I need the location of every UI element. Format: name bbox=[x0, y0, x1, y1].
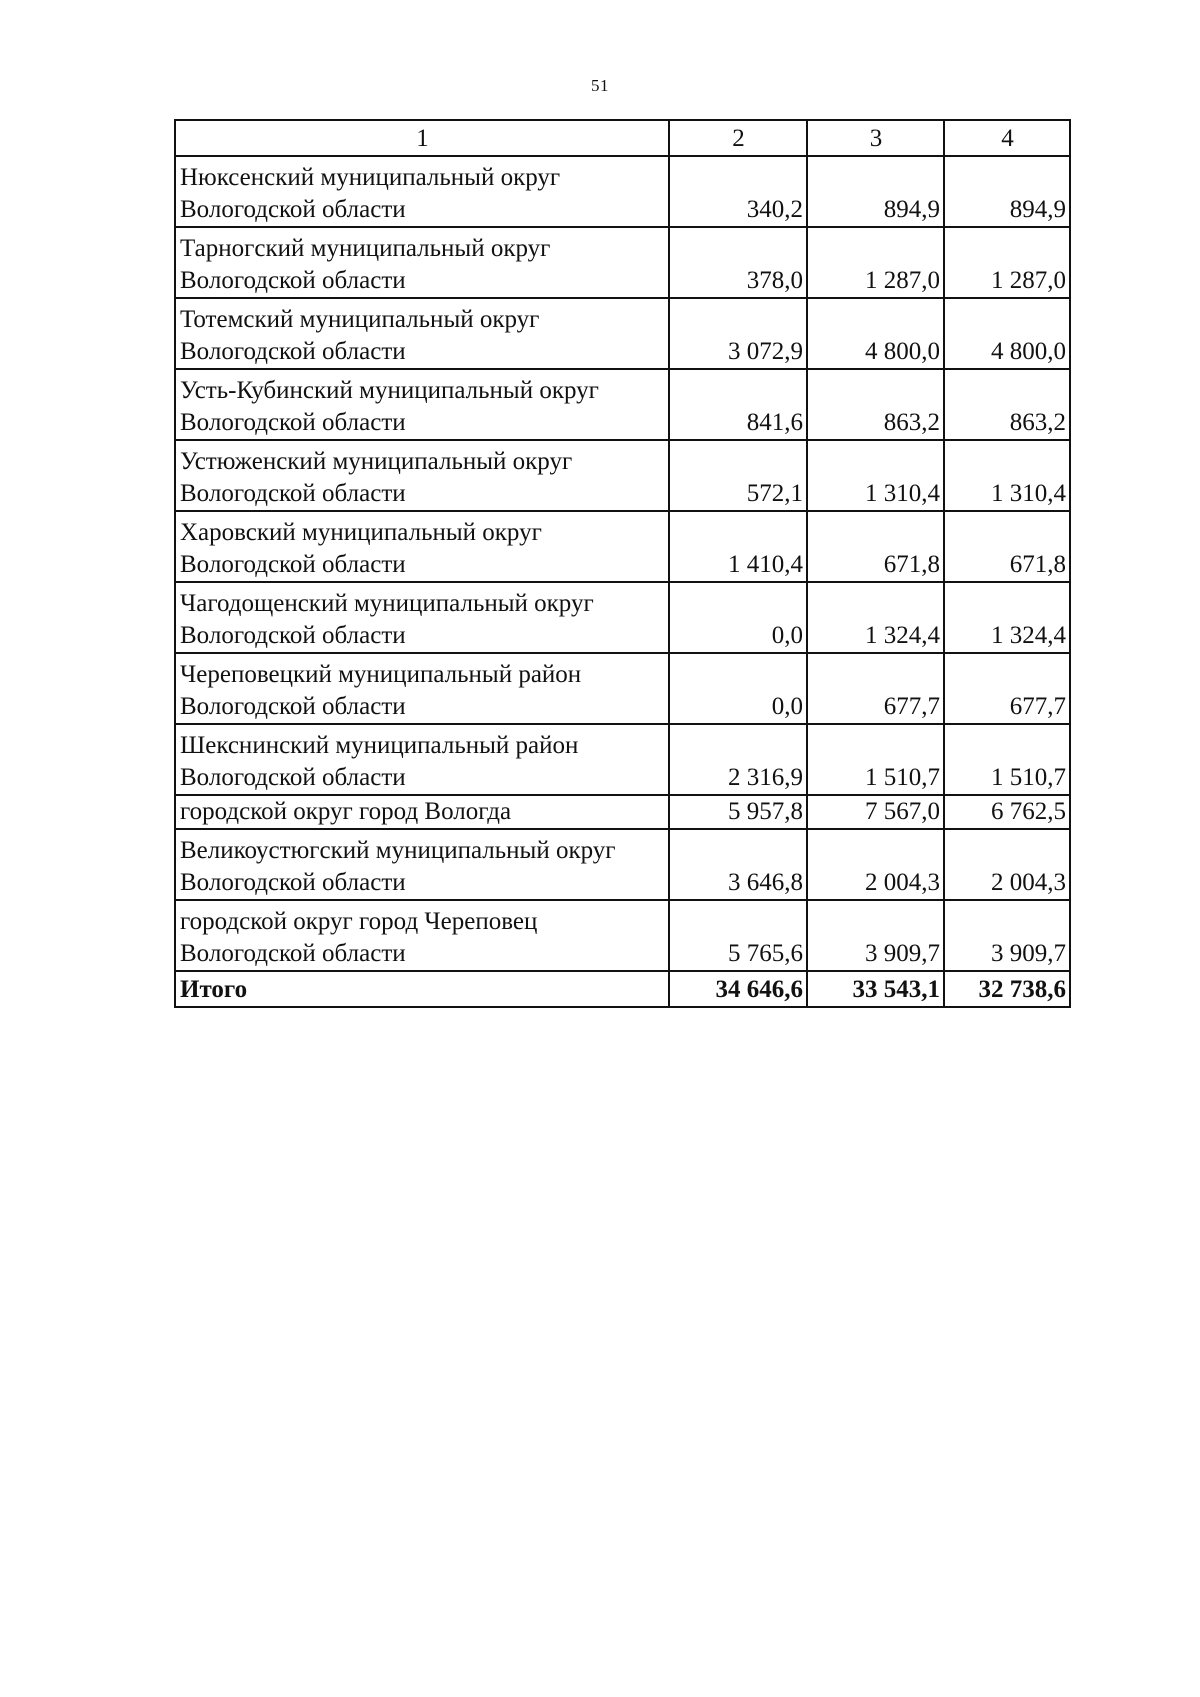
municipality-name bbox=[175, 653, 669, 724]
value-cell: 2 004,3 bbox=[944, 829, 1070, 900]
value-cell: 4 800,0 bbox=[807, 298, 944, 369]
municipality-name bbox=[175, 227, 669, 298]
table-row bbox=[175, 795, 1070, 829]
value-cell: 1 510,7 bbox=[807, 724, 944, 795]
value-cell: 3 909,7 bbox=[944, 900, 1070, 971]
value-cell: 1 287,0 bbox=[807, 227, 944, 298]
municipality-name bbox=[175, 900, 669, 971]
table-row bbox=[175, 440, 1070, 511]
value-cell: 677,7 bbox=[944, 653, 1070, 724]
table-row bbox=[175, 156, 1070, 227]
table-row bbox=[175, 653, 1070, 724]
table-row bbox=[175, 227, 1070, 298]
table-row bbox=[175, 724, 1070, 795]
name-line: Шекснинский муниципальный район bbox=[180, 732, 579, 759]
name-line: Тотемский муниципальный округ bbox=[180, 306, 540, 333]
name-line: Усть-Кубинский муниципальный округ bbox=[180, 377, 599, 404]
municipality-name bbox=[175, 724, 669, 795]
value-cell: 671,8 bbox=[944, 511, 1070, 582]
table-row bbox=[175, 582, 1070, 653]
total-label: Итого bbox=[175, 971, 669, 1007]
municipality-name bbox=[175, 369, 669, 440]
total-value: 33 543,1 bbox=[807, 971, 944, 1007]
value-cell: 572,1 bbox=[669, 440, 807, 511]
value-cell: 0,0 bbox=[669, 653, 807, 724]
table-header-row bbox=[175, 120, 1070, 156]
value-cell: 3 646,8 bbox=[669, 829, 807, 900]
value-cell: 863,2 bbox=[807, 369, 944, 440]
name-line: Вологодской области bbox=[180, 551, 406, 578]
value-cell: 1 324,4 bbox=[807, 582, 944, 653]
value-cell: 378,0 bbox=[669, 227, 807, 298]
name-line: Вологодской области bbox=[180, 338, 406, 365]
total-row bbox=[175, 971, 1070, 1007]
budget-table bbox=[174, 119, 1071, 1008]
table-row bbox=[175, 369, 1070, 440]
name-line: Вологодской области bbox=[180, 764, 406, 791]
name-line: Тарногский муниципальный округ bbox=[180, 235, 551, 262]
name-line: Чагодощенский муниципальный округ bbox=[180, 590, 594, 617]
name-line: Вологодской области bbox=[180, 480, 406, 507]
column-header: 4 bbox=[944, 120, 1070, 156]
name-line: Вологодской области bbox=[180, 693, 406, 720]
value-cell: 1 310,4 bbox=[807, 440, 944, 511]
value-cell: 3 909,7 bbox=[807, 900, 944, 971]
table-row bbox=[175, 298, 1070, 369]
name-line: Харовский муниципальный округ bbox=[180, 519, 542, 546]
value-cell: 6 762,5 bbox=[944, 795, 1070, 829]
municipality-name bbox=[175, 582, 669, 653]
value-cell: 7 567,0 bbox=[807, 795, 944, 829]
name-line: Вологодской области bbox=[180, 622, 406, 649]
table-row bbox=[175, 900, 1070, 971]
column-header: 1 bbox=[175, 120, 669, 156]
value-cell: 1 310,4 bbox=[944, 440, 1070, 511]
name-line: Вологодской области bbox=[180, 940, 406, 967]
name-line: Вологодской области bbox=[180, 196, 406, 223]
name-line: Вологодской области bbox=[180, 409, 406, 436]
value-cell: 3 072,9 bbox=[669, 298, 807, 369]
value-cell: 894,9 bbox=[807, 156, 944, 227]
municipality-name bbox=[175, 829, 669, 900]
value-cell: 1 287,0 bbox=[944, 227, 1070, 298]
value-cell: 340,2 bbox=[669, 156, 807, 227]
municipality-name: городской округ город Вологда bbox=[175, 795, 669, 829]
name-line: Устюженский муниципальный округ bbox=[180, 448, 573, 475]
name-line: Великоустюгский муниципальный округ bbox=[180, 837, 616, 864]
value-cell: 841,6 bbox=[669, 369, 807, 440]
value-cell: 671,8 bbox=[807, 511, 944, 582]
value-cell: 677,7 bbox=[807, 653, 944, 724]
value-cell: 863,2 bbox=[944, 369, 1070, 440]
name-line: Череповецкий муниципальный район bbox=[180, 661, 582, 688]
name-line: Вологодской области bbox=[180, 267, 406, 294]
table-row bbox=[175, 829, 1070, 900]
column-header: 2 bbox=[669, 120, 807, 156]
value-cell: 1 410,4 bbox=[669, 511, 807, 582]
value-cell: 2 316,9 bbox=[669, 724, 807, 795]
table-row bbox=[175, 511, 1070, 582]
value-cell: 1 510,7 bbox=[944, 724, 1070, 795]
value-cell: 2 004,3 bbox=[807, 829, 944, 900]
value-cell: 5 765,6 bbox=[669, 900, 807, 971]
municipality-name bbox=[175, 298, 669, 369]
name-line: городской округ город Череповец bbox=[180, 908, 538, 935]
municipality-name bbox=[175, 511, 669, 582]
page-number: 51 bbox=[591, 76, 609, 95]
total-value: 32 738,6 bbox=[944, 971, 1070, 1007]
name-line: Вологодской области bbox=[180, 869, 406, 896]
value-cell: 5 957,8 bbox=[669, 795, 807, 829]
value-cell: 4 800,0 bbox=[944, 298, 1070, 369]
municipality-name bbox=[175, 156, 669, 227]
column-header: 3 bbox=[807, 120, 944, 156]
total-value: 34 646,6 bbox=[669, 971, 807, 1007]
value-cell: 0,0 bbox=[669, 582, 807, 653]
value-cell: 894,9 bbox=[944, 156, 1070, 227]
name-line: Нюксенский муниципальный округ bbox=[180, 164, 561, 191]
municipality-name bbox=[175, 440, 669, 511]
value-cell: 1 324,4 bbox=[944, 582, 1070, 653]
